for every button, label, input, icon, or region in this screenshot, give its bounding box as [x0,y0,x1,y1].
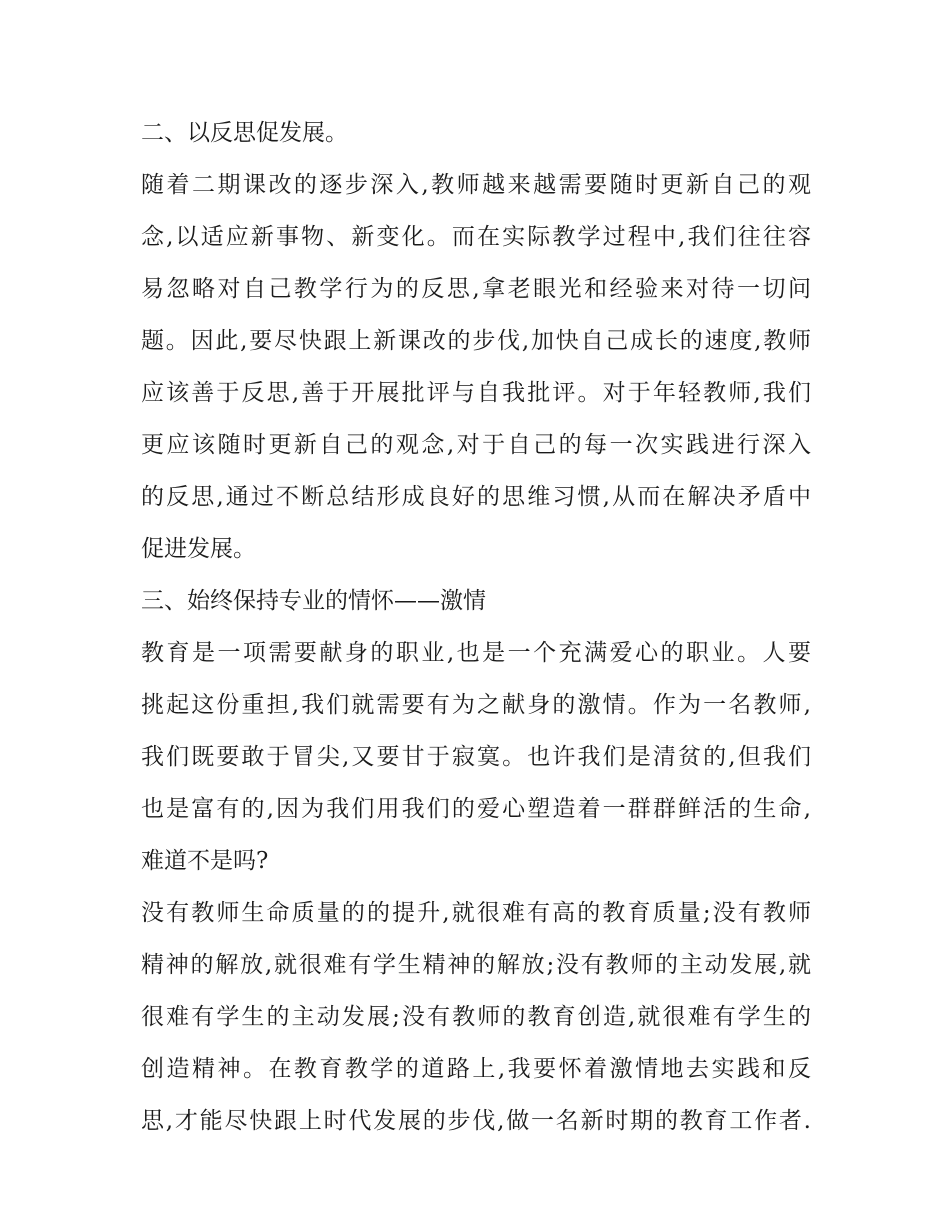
paragraph-line: 没有教师生命质量的的提升,就很难有高的教育质量;没有教师 [141,900,811,926]
paragraph-line: 精神的解放,就很难有学生精神的解放;没有教师的主动发展,就 [141,952,811,978]
paragraph-line: 挑起这份重担,我们就需要有为之献身的激情。作为一名教师, [141,692,811,718]
section-heading: 二、以反思促发展。 [141,120,348,146]
paragraph-line: 随着二期课改的逐步深入,教师越来越需要随时更新自己的观 [141,172,811,198]
paragraph-line: 创造精神。在教育教学的道路上,我要怀着激情地去实践和反 [141,1056,811,1082]
paragraph-line: 我们既要敢于冒尖,又要甘于寂寞。也许我们是清贫的,但我们 [141,744,811,770]
paragraph-line: 的反思,通过不断总结形成良好的思维习惯,从而在解决矛盾中 [141,484,811,510]
paragraph-line: 应该善于反思,善于开展批评与自我批评。对于年轻教师,我们 [141,380,811,406]
paragraph-line: 教育是一项需要献身的职业,也是一个充满爱心的职业。人要 [141,640,811,666]
paragraph-line: 念,以适应新事物、新变化。而在实际教学过程中,我们往往容 [141,224,811,250]
paragraph-line: 很难有学生的主动发展;没有教师的教育创造,就很难有学生的 [141,1004,811,1030]
paragraph-line: 促进发展。 [141,536,256,562]
paragraph-line: 易忽略对自己教学行为的反思,拿老眼光和经验来对待一切问 [141,276,811,302]
section-heading: 三、始终保持专业的情怀——激情 [141,588,486,614]
paragraph-line: 题。因此,要尽快跟上新课改的步伐,加快自己成长的速度,教师 [141,328,811,354]
paragraph-line: 难道不是吗? [141,848,269,874]
paragraph-line: 更应该随时更新自己的观念,对于自己的每一次实践进行深入 [141,432,811,458]
paragraph-line: 思,才能尽快跟上时代发展的步伐,做一名新时期的教育工作者. [141,1108,811,1134]
document-body [141,107,811,1147]
paragraph-line: 也是富有的,因为我们用我们的爱心塑造着一群群鲜活的生命, [141,796,811,822]
